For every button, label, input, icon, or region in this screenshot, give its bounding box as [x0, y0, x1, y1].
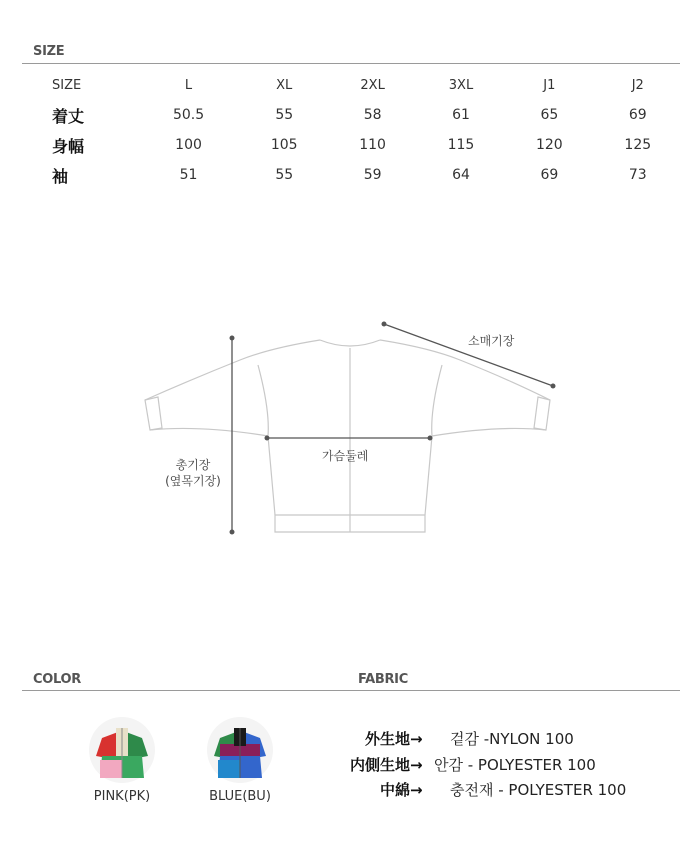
table-row	[22, 100, 682, 130]
fabric-key: 内側生地	[349, 756, 410, 774]
table-cell: 110	[359, 137, 386, 153]
measure-dot	[382, 322, 387, 327]
total-length-label	[158, 457, 228, 489]
measure-dot	[230, 530, 235, 535]
table-cell: 120	[535, 137, 563, 153]
table-cell: 105	[270, 137, 298, 153]
table-row	[22, 160, 682, 190]
table-cell: 50.5	[172, 107, 205, 123]
fabric-value: 겉감 -NYLON 100	[450, 730, 574, 748]
body-right-side	[425, 365, 442, 515]
table-cell: 55	[275, 167, 294, 183]
size-table	[22, 70, 682, 190]
size-header-label: SIZE	[52, 77, 82, 93]
table-cell: 58	[363, 107, 382, 123]
pink-jacket-swatch	[88, 716, 156, 784]
row-label: 着丈	[52, 106, 85, 126]
table-cell: 69	[540, 167, 559, 183]
size-header-cell: XL	[276, 77, 293, 93]
measure-dot	[230, 336, 235, 341]
table-cell: 55	[275, 107, 294, 123]
arrow-icon: →	[410, 730, 423, 748]
total-length-note: (옆목기장)	[165, 474, 221, 488]
fabric-row-padding	[318, 779, 626, 800]
arrow-icon: →	[410, 781, 423, 799]
fabric-row-outer	[318, 728, 574, 749]
table-cell: 100	[175, 137, 202, 153]
fabric-section-title: FABRIC	[358, 672, 408, 687]
size-header-cell: J2	[631, 77, 644, 93]
color-fabric-divider	[22, 690, 680, 691]
fabric-value: 충전재 - POLYESTER 100	[450, 781, 627, 799]
size-divider	[22, 63, 680, 64]
table-cell: 125	[624, 137, 652, 153]
fabric-value: 안감 - POLYESTER 100	[434, 756, 596, 774]
table-cell: 59	[363, 167, 382, 183]
table-cell: 69	[628, 107, 647, 123]
jacket-diagram	[0, 300, 700, 550]
color-section-title: COLOR	[33, 672, 81, 687]
fabric-key: 外生地	[364, 730, 410, 748]
size-section-title: SIZE	[33, 44, 65, 59]
table-cell: 51	[179, 167, 198, 183]
total-length-text: 총기장	[175, 458, 211, 472]
sleeve-length-label: 소매기장	[468, 334, 515, 348]
measure-dot	[265, 436, 270, 441]
size-header-cell: 2XL	[360, 77, 385, 93]
blue-jacket-swatch	[206, 716, 274, 784]
size-header-cell: L	[184, 77, 193, 93]
measure-dot	[551, 384, 556, 389]
table-cell: 61	[452, 107, 470, 123]
blue-swatch-label: BLUE(BU)	[209, 789, 271, 804]
fabric-key: 中綿	[379, 781, 410, 799]
table-row	[22, 130, 682, 160]
size-header-cell: 3XL	[448, 77, 474, 93]
table-cell: 64	[452, 167, 470, 183]
size-header-cell: J1	[543, 77, 556, 93]
chest-label: 가슴둘레	[322, 449, 369, 463]
fabric-row-lining	[318, 754, 596, 775]
table-cell: 115	[447, 137, 475, 153]
measure-dot	[428, 436, 433, 441]
size-table-header	[22, 70, 682, 100]
row-label: 身幅	[52, 136, 85, 156]
table-cell: 73	[628, 167, 647, 183]
pink-swatch-label: PINK(PK)	[93, 789, 151, 804]
arrow-icon: →	[410, 756, 423, 774]
row-label: 袖	[52, 166, 69, 186]
table-cell: 65	[540, 107, 559, 123]
collar-outline	[320, 340, 380, 346]
